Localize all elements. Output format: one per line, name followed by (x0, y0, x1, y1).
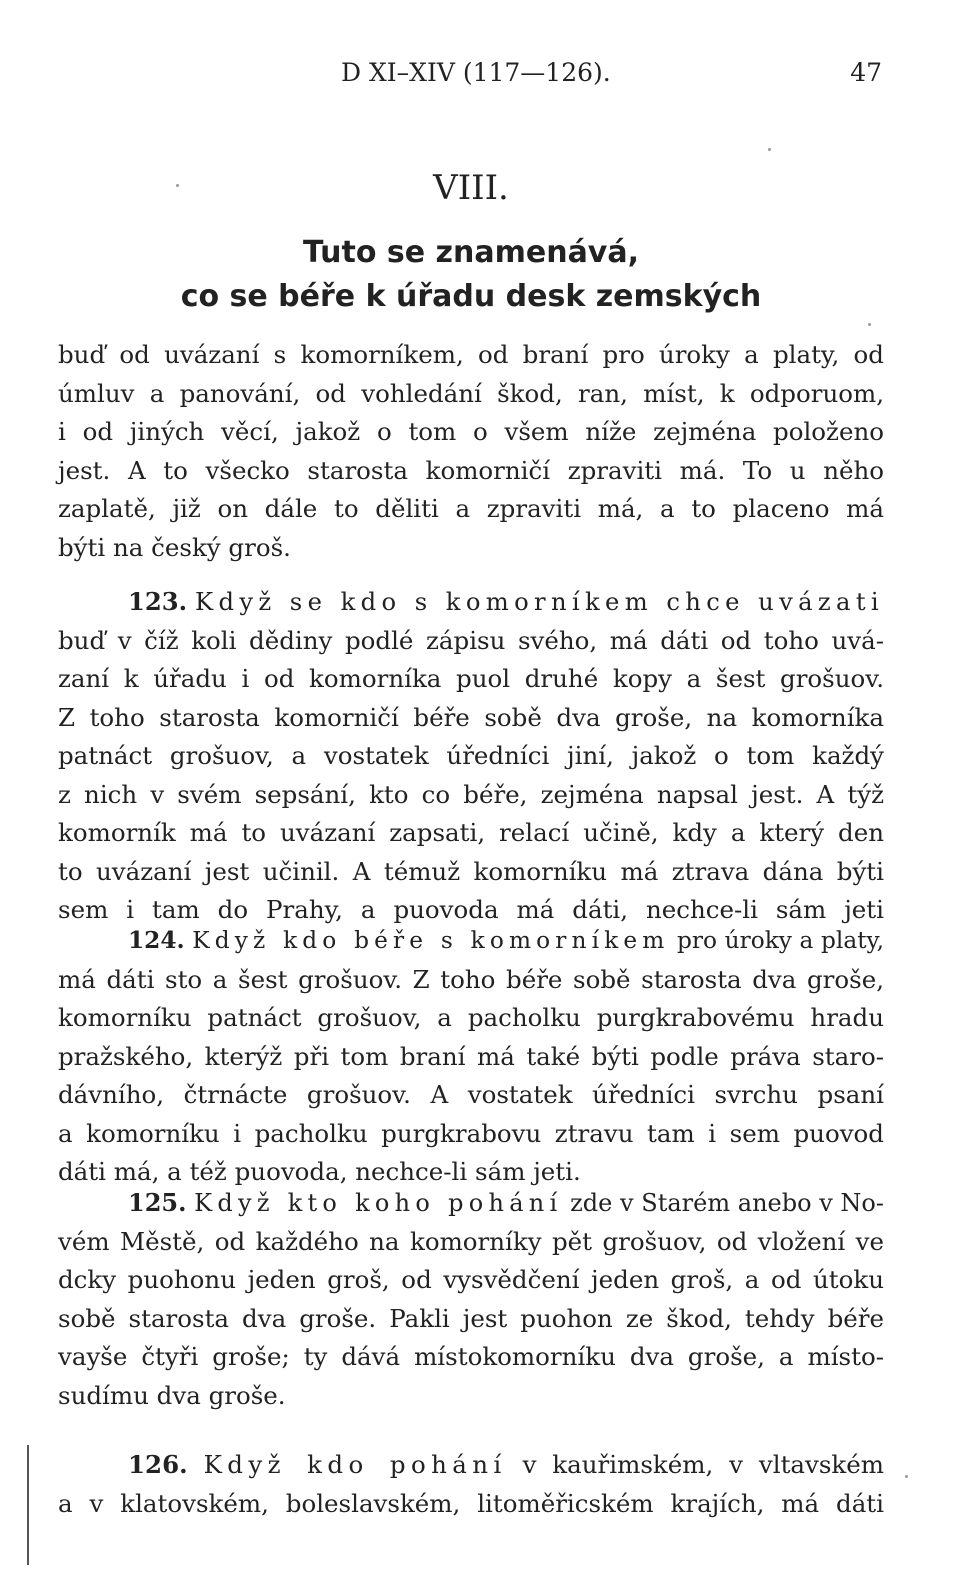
article-line: zaní k úřadu i od komorníka puol druhé kopy a šest grošuov. (58, 664, 884, 693)
article-spaced-incipit: Když kto koho pohání (194, 1189, 563, 1217)
article-line: dáti má, a též puovoda, nechce-li sám jeti. (58, 1157, 581, 1186)
intro-line: jest. A to všecko starosta komorničí zpraviti má. To u něho (58, 455, 884, 485)
article-line: a komorníku i pacholku purgkrabovu ztravu tam i sem puovod (58, 1118, 884, 1148)
article-line: komorník má to uvázaní zapsati, relací učině, kdy a který den (58, 818, 884, 847)
section-heading (58, 231, 884, 319)
intro-paragraph (58, 336, 884, 567)
intro-line: býti na český groš. (58, 532, 291, 562)
article-line-rest: v kauřimském, v vltavském (522, 1450, 885, 1479)
book-page (58, 0, 884, 1584)
intro-line: buď od uvázaní s komorníkem, od braní pro úroky a platy, od (58, 340, 884, 369)
running-header (58, 58, 884, 98)
page-number: 47 (850, 58, 882, 87)
article-line-rest: pro úroky a platy, (676, 927, 884, 954)
heading-line-2: co se béře k úřadu desk zemských (180, 279, 762, 314)
article-line: to uvázaní jest učinil. A témuž komorníku má ztrava dána býti (58, 856, 884, 886)
running-title: D XI–XIV (117—126). (341, 58, 611, 87)
chapter-number: VIII. (433, 168, 509, 208)
article-126 (58, 1446, 884, 1523)
article-line: a v klatovském, boleslavském, litoměřicském krajích, má dáti (58, 1488, 884, 1518)
margin-rule (27, 1445, 29, 1565)
article-123 (58, 583, 884, 930)
article-first-line (58, 583, 884, 622)
article-124 (58, 922, 884, 1192)
article-line: Z toho starosta komorničí béře sobě dva groše, na komorníka (58, 702, 884, 732)
intro-line: úmluv a panování, od vohledání škod, ran, míst, k odporuom, (58, 378, 884, 408)
heading-line-1: Tuto se znamenává, (302, 235, 640, 270)
article-line: z nich v svém sepsání, kto co béře, zejména napsal jest. A týž (58, 779, 884, 809)
article-line: pražského, kterýž při tom braní má také býti podle práva staro- (58, 1041, 884, 1071)
article-first-line (58, 922, 884, 961)
article-line: sudímu dva groše. (58, 1380, 286, 1410)
scan-speck (176, 184, 179, 187)
article-number: 125. (128, 1188, 187, 1217)
intro-line: zaplatě, již on dále to děliti a zpraviti má, a to placeno má (58, 494, 884, 523)
scan-speck (768, 148, 771, 151)
scan-speck (905, 1475, 908, 1478)
article-first-line (58, 1446, 884, 1485)
article-number: 123. (128, 587, 188, 616)
article-line: dávního, čtrnácte grošuov. A vostatek úředníci svrchu psaní (58, 1080, 884, 1109)
article-spaced-incipit: Když kdo pohání (203, 1450, 507, 1479)
article-number: 126. (128, 1450, 188, 1479)
article-spaced-incipit: Když kdo béře s komorníkem (192, 927, 670, 954)
article-line: buď v číž koli dědiny podlé zápisu svého, má dáti od toho uvá- (58, 625, 884, 655)
article-number: 124. (128, 927, 185, 954)
article-line: má dáti sto a šest grošuov. Z toho béře sobě starosta dva groše, (58, 964, 884, 994)
article-first-line (58, 1184, 884, 1223)
article-line-rest: zde v Starém anebo v No- (570, 1189, 884, 1217)
article-line: dcky puohonu jeden groš, od vysvědčení jeden groš, a od útoku (58, 1265, 884, 1294)
article-line: sem i tam do Prahy, a puovoda má dáti, nechce-li sám jeti (58, 895, 884, 924)
intro-line: i od jiných věcí, jakož o tom o všem níže zejména položeno (58, 417, 884, 446)
article-line: patnáct grošuov, a vostatek úředníci jiní, jakož o tom každý (58, 741, 884, 770)
scan-speck (868, 323, 871, 326)
article-line: sobě starosta dva groše. Pakli jest puohon ze škod, tehdy béře (58, 1303, 884, 1333)
article-line: vayše čtyři groše; ty dává místokomorníku dva groše, a místo- (58, 1342, 884, 1371)
article-125 (58, 1184, 884, 1415)
article-line: vém Městě, od každého na komorníky pět grošuov, od vložení ve (58, 1226, 884, 1256)
article-line: komorníku patnáct grošuov, a pacholku purgkrabovému hradu (58, 1003, 884, 1032)
article-spaced-incipit: Když se kdo s komorníkem chce uvázati (195, 587, 884, 616)
